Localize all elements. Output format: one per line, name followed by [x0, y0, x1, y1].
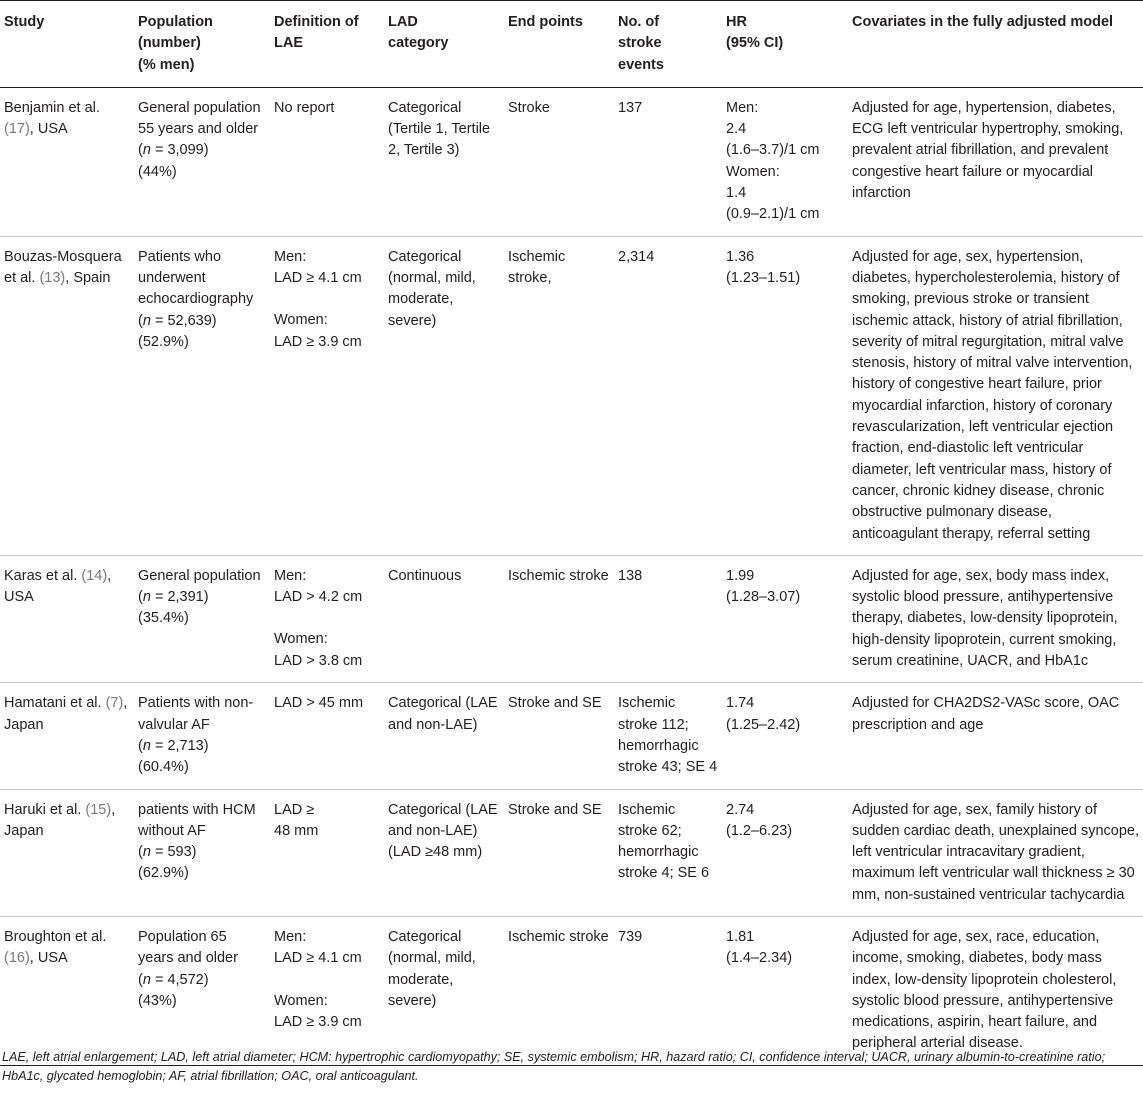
population-line: (44%) [138, 163, 177, 180]
population-line: (n = 2,391) [138, 589, 209, 606]
column-header-category [384, 1, 504, 88]
definition-line: LAD ≥ 3.9 cm [274, 1013, 362, 1030]
cell-population [134, 916, 270, 1065]
study-author: Broughton et al. [4, 928, 107, 945]
cell-study [0, 236, 134, 555]
cell-population [134, 555, 270, 682]
cell-category: Categorical (Tertile 1, Tertile 2, Tertile 3) [388, 99, 491, 159]
cell-covariates: Adjusted for age, sex, hypertension, diabetes, hypercholesterolemia, history of smoking, previous stroke or transient ischemic attack, history of atrial fibrillation, severity of mitral regurgitation, mitral valve stenosis, history of mitral valve intervention, history of congestive heart failure, prior myocardial infarction, history of coronary revascularization, left ventricular ejection fraction, end-diastolic left ventricular diameter, left ventricular mass, history of cancer, chronic kidney disease, chronic obstructive pulmonary disease, anticoagulant therapy, referral setting [852, 248, 1133, 542]
cell-study [0, 555, 134, 682]
column-header-endpoints [504, 1, 614, 88]
hr-line: (0.9–2.1)/1 cm [726, 206, 820, 223]
population-line: General population 55 years and older [138, 99, 261, 138]
cell-population [134, 236, 270, 555]
header-line: Population [138, 14, 213, 30]
population-line: Population 65 years and older [138, 928, 238, 967]
study-author: Hamatani et al. [4, 695, 102, 712]
definition-line: LAD > 3.8 cm [274, 652, 363, 669]
column-header-events [614, 1, 722, 88]
cell-endpoints: Ischemic stroke [508, 567, 609, 584]
table-header [0, 1, 1143, 88]
population-line: (n = 4,572) [138, 971, 209, 988]
table-row [0, 555, 1143, 682]
column-header-study [0, 1, 134, 88]
hr-line: (1.2–6.23) [726, 822, 793, 839]
header-row [0, 1, 1143, 88]
cell-study [0, 87, 134, 236]
hr-line: (1.6–3.7)/1 cm [726, 142, 820, 159]
cell-endpoints: Stroke and SE [508, 695, 602, 712]
cell-hr [722, 236, 848, 555]
header-line: events [618, 56, 664, 73]
column-header-definition [270, 1, 384, 88]
population-line: patients with HCM without AF [138, 801, 256, 839]
reference-link: (15) [85, 801, 112, 818]
cell-category: Categorical (normal, mild, moderate, severe) [388, 248, 476, 329]
cell-covariates: Adjusted for CHA2DS2-VASc score, OAC prescription and age [852, 695, 1120, 733]
cell-endpoints: Stroke and SE [508, 801, 602, 818]
cell-population [134, 683, 270, 789]
cell-category: Categorical (LAE and non-LAE) [388, 695, 498, 733]
cell-definition [270, 789, 384, 916]
cell-hr [722, 683, 848, 789]
study-author: Bouzas-Mosquera et al. [4, 248, 122, 286]
definition-line: Men: [274, 567, 307, 584]
header-line: LAE [274, 35, 303, 52]
reference-link: (17) [4, 121, 30, 138]
cell-events: 739 [618, 928, 643, 945]
cell-covariates: Adjusted for age, sex, race, education, income, smoking, diabetes, body mass index, low-density lipoprotein cholesterol, systolic blood pressure, antihypertensive medications, aspirin, heart failure, and peripheral arterial disease. [852, 928, 1117, 1052]
hr-line: Women: [726, 163, 780, 180]
population-line: (43%) [138, 992, 177, 1009]
hr-line: 1.99 [726, 567, 755, 584]
header-line: Covariates in the fully adjusted model [852, 14, 1114, 30]
cell-population [134, 789, 270, 916]
definition-line: 48 mm [274, 822, 319, 839]
header-line: (% men) [138, 56, 195, 73]
table-row [0, 87, 1143, 236]
table-body [0, 87, 1143, 1065]
table-row [0, 236, 1143, 555]
population-line: (n = 593) [138, 844, 197, 861]
study-author: Karas et al. [4, 567, 78, 584]
column-header-population [134, 1, 270, 88]
population-line: (n = 2,713) [138, 737, 209, 754]
hr-line: 1.74 [726, 695, 755, 712]
table-row [0, 789, 1143, 916]
population-line: Patients who underwent echocardiography [138, 248, 254, 308]
hr-line: 1.36 [726, 248, 755, 265]
hr-line: 2.4 [726, 121, 747, 138]
cell-hr [722, 555, 848, 682]
cell-hr [722, 916, 848, 1065]
study-country: , Japan [4, 801, 116, 839]
cell-category: Categorical (LAE and non-LAE) (LAD ≥48 mm) [388, 801, 498, 861]
definition-line: Women: [274, 631, 328, 648]
population-line: (35.4%) [138, 610, 189, 627]
cell-study [0, 683, 134, 789]
header-line: (95% CI) [726, 35, 784, 52]
spacer [274, 289, 380, 310]
definition-line: LAD ≥ [274, 801, 315, 818]
cell-covariates: Adjusted for age, hypertension, diabetes, ECG left ventricular hypertrophy, smoking, prevalent atrial fibrillation, and prevalent congestive heart failure or myocardial infarction [852, 99, 1124, 202]
definition-line: LAD ≥ 4.1 cm [274, 269, 362, 286]
population-line: (52.9%) [138, 333, 189, 350]
header-line: category [388, 35, 449, 52]
population-line: (n = 3,099) [138, 142, 209, 159]
cell-definition [270, 683, 384, 789]
cell-events: Ischemic stroke 112; hemorrhagic stroke 43; SE 4 [618, 695, 718, 776]
definition-line: LAD > 45 mm [274, 695, 364, 712]
study-country: , USA [29, 121, 68, 138]
reference-link: (13) [39, 269, 66, 286]
study-country: , Spain [65, 269, 111, 286]
population-line: (60.4%) [138, 759, 189, 776]
header-line: HR [726, 14, 747, 30]
definition-line: Men: [274, 248, 307, 265]
study-country: , Japan [4, 695, 128, 733]
cell-definition [270, 555, 384, 682]
reference-link: (16) [4, 950, 30, 967]
hr-line: 1.4 [726, 185, 747, 202]
cell-study [0, 916, 134, 1065]
definition-line: LAD ≥ 3.9 cm [274, 333, 362, 350]
cell-events: 138 [618, 567, 643, 584]
definition-line: No report [274, 99, 335, 116]
header-line: No. of [618, 14, 660, 30]
cell-covariates: Adjusted for age, sex, family history of sudden cardiac death, unexplained syncope, left ventricular intracavitary gradient, maximum left ventricular wall thickness ≥ 30 mm, non-sustained ventricular tachycardia [852, 801, 1139, 903]
hr-line: (1.23–1.51) [726, 269, 801, 286]
cell-hr [722, 87, 848, 236]
study-country: , USA [29, 950, 68, 967]
cell-events: Ischemic stroke 62; hemorrhagic stroke 4; SE 6 [618, 801, 710, 882]
cell-endpoints: Ischemic stroke [508, 928, 609, 945]
study-author: Benjamin et al. [4, 99, 100, 116]
reference-link: (14) [81, 567, 108, 584]
hr-line: Men: [726, 99, 759, 116]
definition-line: Men: [274, 928, 307, 945]
population-line: Patients with non-valvular AF [138, 695, 254, 733]
population-line: General population [138, 567, 261, 584]
header-line: stroke [618, 35, 662, 52]
definition-line: Women: [274, 312, 328, 329]
study-author: Haruki et al. [4, 801, 82, 818]
cell-population [134, 87, 270, 236]
table-row [0, 683, 1143, 789]
column-header-covariates [848, 1, 1143, 88]
population-line: (n = 52,639) [138, 312, 217, 329]
hr-line: 2.74 [726, 801, 755, 818]
population-line: (62.9%) [138, 865, 189, 882]
reference-link: (7) [105, 695, 124, 712]
hr-line: 1.81 [726, 928, 755, 945]
cell-covariates: Adjusted for age, sex, body mass index, systolic blood pressure, antihypertensive therapy, diabetes, low-density lipoprotein, high-density lipoprotein, current smoking, serum creatinine, UACR, and HbA1c [852, 567, 1118, 670]
header-line: Study [4, 14, 45, 30]
header-line: Definition of [274, 14, 359, 30]
cell-events: 137 [618, 99, 643, 116]
header-line: (number) [138, 35, 201, 52]
column-header-hr [722, 1, 848, 88]
cell-endpoints: Stroke [508, 99, 550, 116]
hr-line: (1.4–2.34) [726, 950, 793, 967]
cell-category: Categorical (normal, mild, moderate, severe) [388, 928, 476, 1009]
spacer [274, 608, 380, 629]
cell-definition [270, 236, 384, 555]
hr-line: (1.28–3.07) [726, 589, 801, 606]
cell-endpoints: Ischemic stroke, [508, 248, 566, 286]
header-line: LAD [388, 14, 418, 30]
cell-definition [270, 87, 384, 236]
cell-definition [270, 916, 384, 1065]
cell-events: 2,314 [618, 248, 655, 265]
table-footnote: LAE, left atrial enlargement; LAD, left atrial diameter; HCM: hypertrophic cardiomyopathy; SE, systemic embolism; HR, hazard ratio; CI, confidence interval; UACR, urinary albumin-to-creatinine ratio; HbA1c, glycated hemoglobin; AF, atrial fibrillation; OAC, oral anticoagulant. [2, 1050, 1106, 1083]
cell-category: Continuous [388, 567, 462, 584]
cell-study [0, 789, 134, 916]
hr-line: (1.25–2.42) [726, 716, 801, 733]
definition-line: LAD > 4.2 cm [274, 589, 363, 606]
table-row [0, 916, 1143, 1065]
spacer [274, 970, 380, 991]
header-line: End points [508, 14, 583, 30]
cell-hr [722, 789, 848, 916]
definition-line: Women: [274, 992, 328, 1009]
definition-line: LAD ≥ 4.1 cm [274, 950, 362, 967]
study-country: , USA [4, 567, 112, 606]
